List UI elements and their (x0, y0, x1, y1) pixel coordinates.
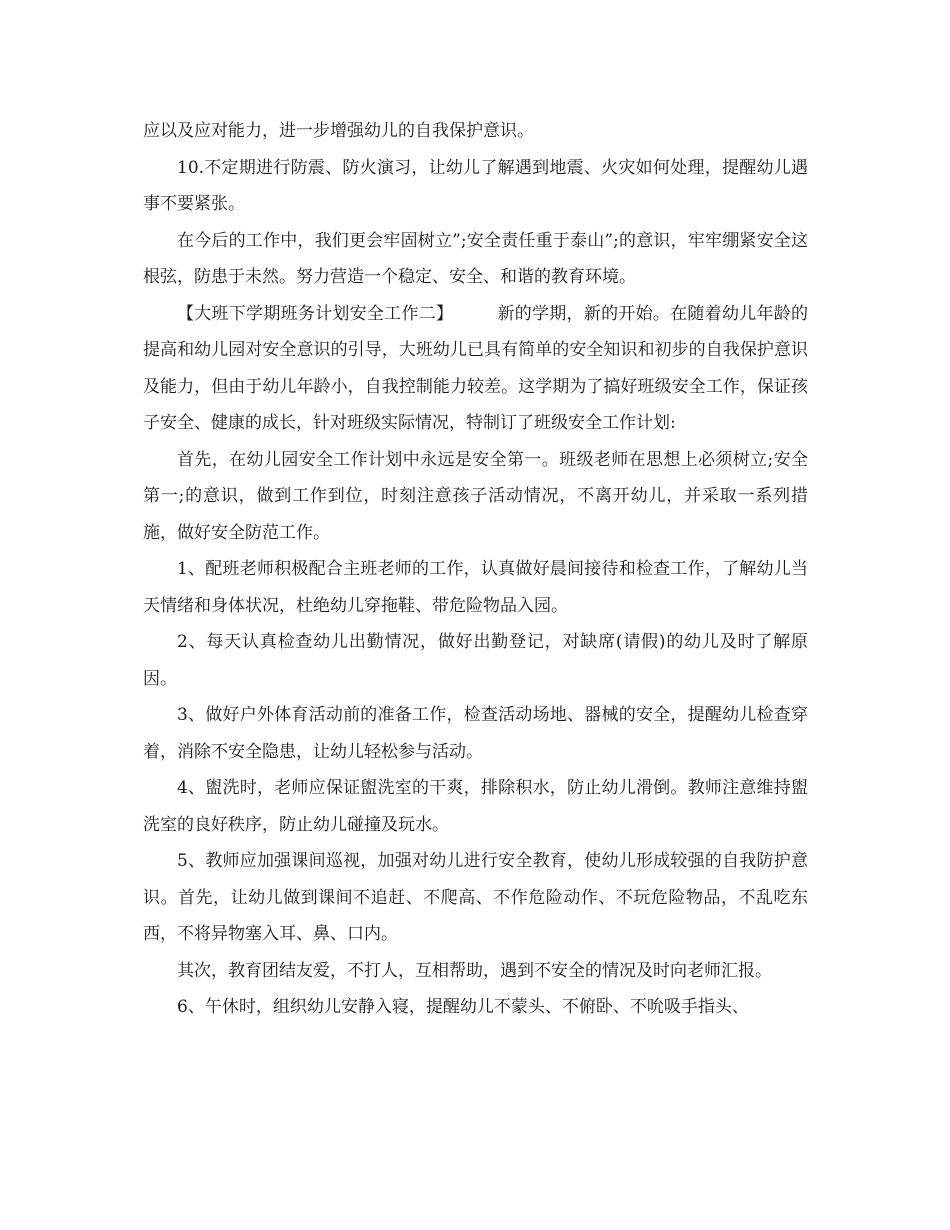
paragraph-item-2: 2、每天认真检查幼儿出勤情况，做好出勤登记，对缺席(请假)的幼儿及时了解原因。 (143, 632, 808, 689)
paragraph-item-1: 1、配班老师积极配合主班老师的工作，认真做好晨间接待和检查工作，了解幼儿当天情绪和身体状况，杜绝幼儿穿拖鞋、带危险物品入园。 (143, 559, 808, 616)
section-intro: 新的学期，新的开始。在随着幼儿年龄的提高和幼儿园对安全意识的引导，大班幼儿已具有简单的安全知识和初步的自我保护意识及能力，但由于幼儿年龄小，自我控制能力较差。这学期为了搞好班级安全工作，保证孩子安全、健康的成长，针对班级实际情况，特制订了班级安全工作计划: (143, 303, 808, 433)
paragraph-item-5: 5、教师应加强课间巡视，加强对幼儿进行安全教育，使幼儿形成较强的自我防护意识。首先，让幼儿做到课间不追赶、不爬高、不作危险动作、不玩危险物品，不乱吃东西，不将异物塞入耳、鼻、口内。 (143, 851, 808, 944)
paragraph-continuation: 应以及应对能力，进一步增强幼儿的自我保护意识。 (143, 121, 534, 141)
paragraph-secondly: 其次，教育团结友爱，不打人，互相帮助，遇到不安全的情况及时向老师汇报。 (177, 960, 772, 981)
section-heading: 【大班下学期班务计划安全工作二】 (177, 303, 454, 324)
section-paragraph (143, 296, 808, 442)
paragraph-item-10: 10.不定期进行防震、防火演习，让幼儿了解遇到地震、火灾如何处理，提醒幼儿遇事不要紧张。 (143, 157, 808, 214)
paragraph-conclusion: 在今后的工作中，我们更会牢固树立”;安全责任重于泰山”;的意识，牢牢绷紧安全这根弦，防患于未然。努力营造一个稳定、安全、和谐的教育环境。 (143, 230, 808, 287)
paragraph-item-4: 4、盥洗时，老师应保证盥洗室的干爽，排除积水，防止幼儿滑倒。教师注意维持盥洗室的良好秩序，防止幼儿碰撞及玩水。 (143, 778, 808, 835)
paragraph-first: 首先，在幼儿园安全工作计划中永远是安全第一。班级老师在思想上必须树立;安全第一;的意识，做到工作到位，时刻注意孩子活动情况，不离开幼儿，并采取一系列措施，做好安全防范工作。 (143, 449, 808, 543)
document-body (143, 113, 808, 1026)
paragraph-item-3: 3、做好户外体育活动前的准备工作，检查活动场地、器械的安全，提醒幼儿检查穿着，消除不安全隐患，让幼儿轻松参与活动。 (143, 705, 808, 762)
paragraph-item-6: 6、午休时，组织幼儿安静入寝，提醒幼儿不蒙头、不俯卧、不吮吸手指头、 (177, 997, 749, 1017)
